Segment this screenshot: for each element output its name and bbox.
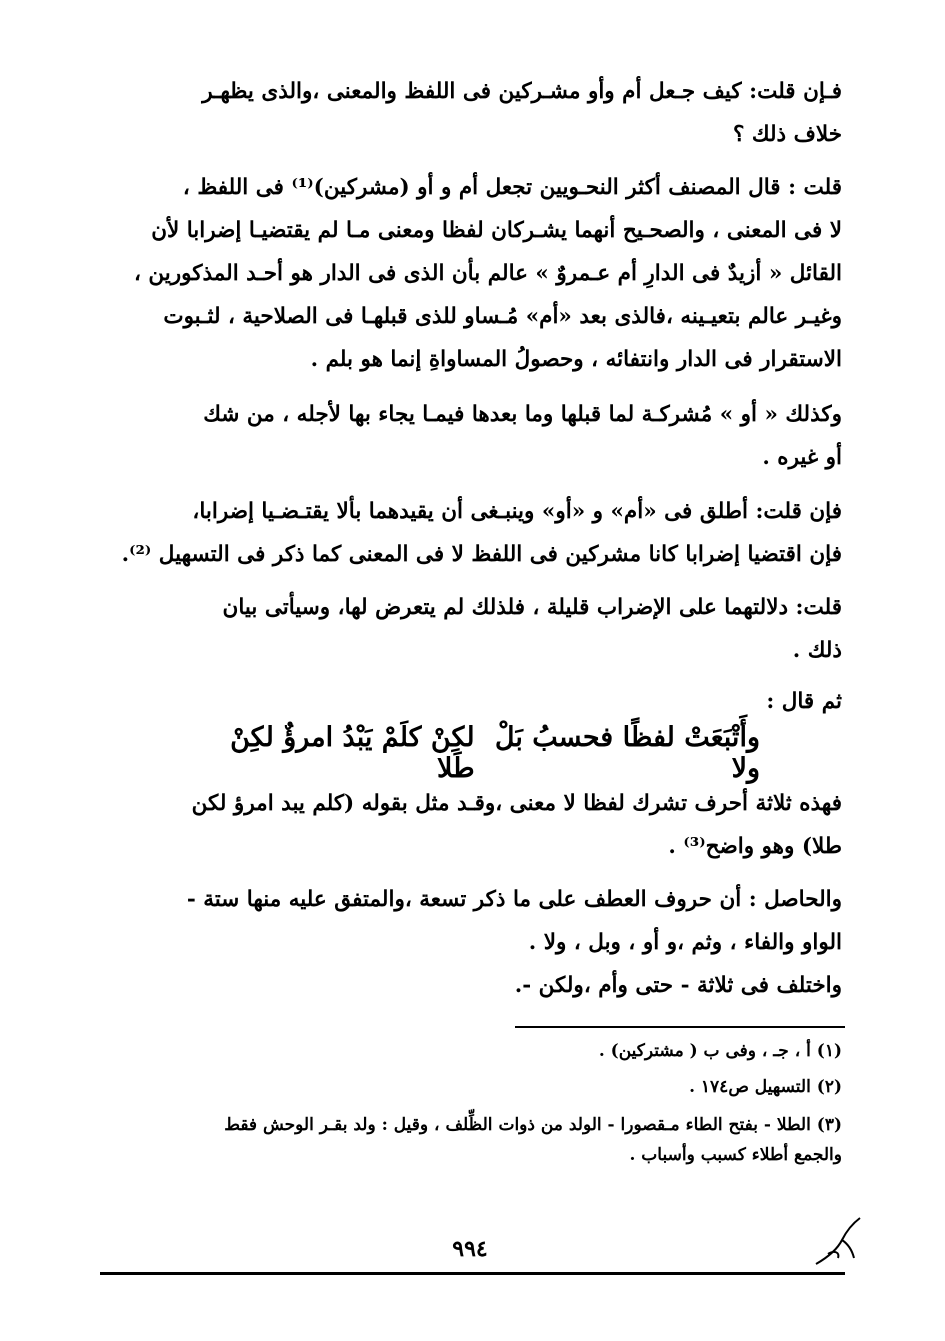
text-line: فـإن قلت: كيف جـعل أم وأو مشـركين فى اللفظ والمعنى ،والذى يظهـر — [202, 79, 842, 104]
paragraph-disputed — [100, 964, 842, 1007]
text-line: ذلك . — [792, 638, 842, 663]
paragraph-answer-1 — [100, 166, 842, 381]
text-line: ثم قال : — [766, 689, 842, 714]
paragraph-summary — [100, 878, 842, 964]
page-number: ٩٩٤ — [452, 1236, 488, 1262]
paragraph-aw — [100, 393, 842, 479]
footnote-line: (١) أ ، جـ ، وفى ب ( مشتركين) . — [598, 1041, 842, 1061]
footnote-1 — [100, 1036, 842, 1066]
text-line: لا فى المعنى ، والصحـيح أنهما يشـركان لفظا ومعنى مـا لم يقتضيـا إضرابا لأن — [151, 218, 842, 243]
text-line: واختلف فى ثلاثة - حتى وأم ،ولكن -. — [514, 973, 842, 998]
footnote-3 — [100, 1110, 842, 1170]
text-line: فإن اقتضيا إضرابا كانا مشركين فى اللفظ لا فى المعنى كما ذكر فى التسهيل ⁽²⁾. — [121, 542, 842, 567]
paragraph-then-said — [100, 680, 842, 723]
text-line: قلت : قال المصنف أكثر النحـويين تجعل أم و أو (مشركين)⁽¹⁾ فى اللفظ ، — [182, 175, 842, 200]
paragraph-question-2 — [100, 490, 842, 576]
text-line: فإن قلت: أطلق فى «أم» و «أو» وينبـغى أن يقيدهما بألا يقتـضـيا إضرابا، — [192, 499, 842, 524]
paragraph-question-1 — [100, 70, 842, 156]
text-line: قلت: دلالتهما على الإضراب قليلة ، فلذلك لم يتعرض لها، وسيأتى بيان — [222, 595, 842, 620]
verse-first-hemistich: وأَتْبَعَتْ لفظًا فحسبُ بَلْ ولا — [494, 722, 760, 784]
paragraph-explanation — [100, 782, 842, 868]
handwritten-mark-icon — [808, 1210, 868, 1270]
text-line: خلاف ذلك ؟ — [732, 122, 842, 147]
text-line: والحاصل : أن حروف العطف على ما ذكر تسعة ،والمتفق عليه منها ستة - — [186, 887, 842, 912]
footnote-separator — [515, 1026, 845, 1028]
footnote-2 — [100, 1072, 842, 1102]
text-line: الاستقرار فى الدار وانتفائه ، وحصولُ المساواةِ إنما هو بلم . — [310, 347, 842, 372]
text-line: وكذلك « أو » مُشركـة لما قبلها وما بعدها فيمـا يجاء بها لأجله ، من شك — [203, 402, 842, 427]
text-line: فهذه ثلاثة أحرف تشرك لفظا لا معنى ،وقـد مثل بقوله (كلم يبد امرؤ لكن — [191, 791, 842, 816]
bottom-rule — [100, 1272, 845, 1275]
footnote-line: (٢) التسهيل ص١٧٤ . — [689, 1077, 842, 1097]
paragraph-answer-2 — [100, 586, 842, 672]
text-line: الواو والفاء ، وثم ،و أو ، وبل ، ولا . — [528, 930, 842, 955]
text-line: وغيـر عالم بتعيـينه ،فالذى بعد «أم» مُـساو للذى قبلهـا فى الصلاحية ، لثـبوت — [163, 304, 842, 329]
text-line: طلا) وهو واضح⁽³⁾ . — [668, 834, 842, 859]
poetry-verse — [200, 722, 760, 784]
footnote-line: (٣) الطلا - بفتح الطاء مـقصورا - الولد من ذوات الظِّلف ، وقيل : ولد بقـر الوحش فقط — [224, 1115, 842, 1135]
text-line: القائل « أزيدٌ فى الدارِ أم عـمروٌ » عالم بأن الذى فى الدار هو أحـد المذكورين ، — [133, 261, 842, 286]
footnote-line: والجمع أطلاء كسبب وأسباب . — [629, 1145, 842, 1165]
verse-second-hemistich: لكِنْ كلَمْ يَبْدُ امرؤٌ لكِنْ طَلا — [230, 722, 475, 784]
text-line: أو غيره . — [762, 445, 842, 470]
